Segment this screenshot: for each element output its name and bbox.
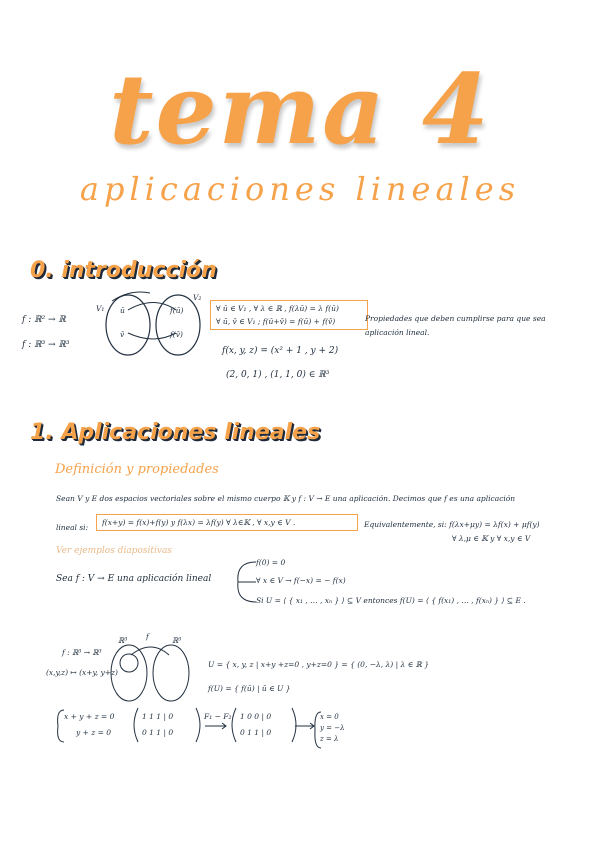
intro-heading: 0. introducción [30, 258, 217, 283]
solution-z: z = λ [320, 735, 339, 743]
fv-label: f(v̄) [170, 330, 183, 339]
definition-lineal: lineal si: [56, 523, 89, 532]
row-op-arrow [204, 722, 228, 730]
prop-line-2: ∀ ū, v̄ ∈ V₁ ; f(ū+v̄) = f(ū) + f(v̄) [216, 317, 336, 326]
matrix1-left-paren [128, 706, 140, 744]
matrix2-left-paren [226, 706, 238, 744]
page-subtitle: aplicaciones lineales [79, 170, 521, 208]
row-operation: F₁ − F₂ [204, 712, 232, 721]
consequence-3: Si U = ⟨ { x₁ , … , xₙ } ⟩ ⊆ V entonces f(U) = ⟨ { f(x₁) , … , f(xₙ) } ⟩ ⊆ E . [256, 596, 526, 605]
definition-line: Sean V y E dos espacios vectoriales sobre el mismo cuerpo 𝕂 y f : V → E una aplicación. Decimos que f es una aplicación [56, 494, 516, 503]
prop-line-1: ∀ ū ∈ V₁ , ∀ λ ∈ ℝ , f(λū) = λ f(ū) [216, 304, 339, 313]
u-label: ū [120, 306, 125, 315]
consequence-brace [232, 556, 258, 608]
mapping-diagram [90, 285, 210, 365]
system-eq-2: y + z = 0 [76, 728, 112, 737]
consequence-2: ∀ x ∈ V → f(−x) = − f(x) [256, 576, 346, 585]
arrow-u [128, 303, 176, 311]
example2-r3: ℝ³ [118, 636, 128, 645]
solution-y: y = −λ [320, 724, 345, 732]
solution-x: x = 0 [320, 713, 339, 721]
matrix1-row1: 1 1 1 | 0 [142, 712, 174, 721]
sea-line: Sea f : V → E una aplicación lineal [56, 574, 212, 584]
r3-ellipse-a [111, 645, 147, 701]
page-title: tema 4 [109, 53, 491, 166]
equivalent-line: Equivalentemente, si: f(λx+μy) = λf(x) + μf(y) [364, 520, 540, 529]
matrix1-row2: 0 1 1 | 0 [142, 728, 174, 737]
v2-label: V₂ [193, 293, 202, 302]
matrix2-row1: 1 0 0 | 0 [240, 712, 272, 721]
fu-definition: f(U) = { f(ū) | ū ∈ U } [208, 684, 291, 693]
example2-map: f : ℝ³ → ℝ³ [62, 648, 102, 657]
arrow-v [128, 333, 176, 339]
intro-f1: f : ℝ² → ℝ [22, 315, 66, 325]
linearity-box [210, 300, 368, 330]
examples-note: Ver ejemplos diapositivas [56, 546, 172, 556]
example2-map2: (x,y,z) ↦ (x+y, y+z) [46, 668, 118, 677]
matrix2-row2: 0 1 1 | 0 [240, 728, 272, 737]
u-definition: U = { x, y, z | x+y +z=0 , y+z=0 } = { (0, −λ, λ) | λ ∈ ℝ } [208, 660, 429, 669]
example-vecs: (2, 0, 1) , (1, 1, 0) ∈ ℝ³ [226, 370, 330, 380]
equivalent-line-2: ∀ λ,μ ∈ 𝕂 y ∀ x,y ∈ V [452, 534, 531, 543]
example2-diagram [105, 635, 195, 705]
system-eq-1: x + y + z = 0 [64, 712, 115, 721]
example2-r3b: ℝ³ [172, 636, 182, 645]
definition-subheading: Definición y propiedades [55, 462, 219, 477]
r3-ellipse-b [153, 645, 189, 701]
definition-box: f(x+y) = f(x)+f(y) y f(λx) = λf(y) ∀ λ∈𝕂 , ∀ x,y ∈ V . [96, 514, 358, 531]
example-func: f(x, y, z) = (x² + 1 , y + 2) [222, 346, 339, 356]
prop-note: Propiedades que deben cumplirse para que sea aplicación lineal. [365, 314, 546, 337]
consequence-1: f(0) = 0 [256, 558, 286, 567]
section1-heading: 1. Aplicaciones lineales [30, 420, 321, 445]
v-label: v̄ [120, 330, 125, 339]
arrow-top [112, 292, 150, 301]
u-subspace-ellipse [120, 654, 138, 672]
intro-f2: f : ℝ³ → ℝ³ [22, 340, 70, 350]
fu-label: f(ū) [170, 306, 184, 315]
example2-f: f [146, 632, 149, 641]
v1-label: V₁ [96, 304, 105, 313]
